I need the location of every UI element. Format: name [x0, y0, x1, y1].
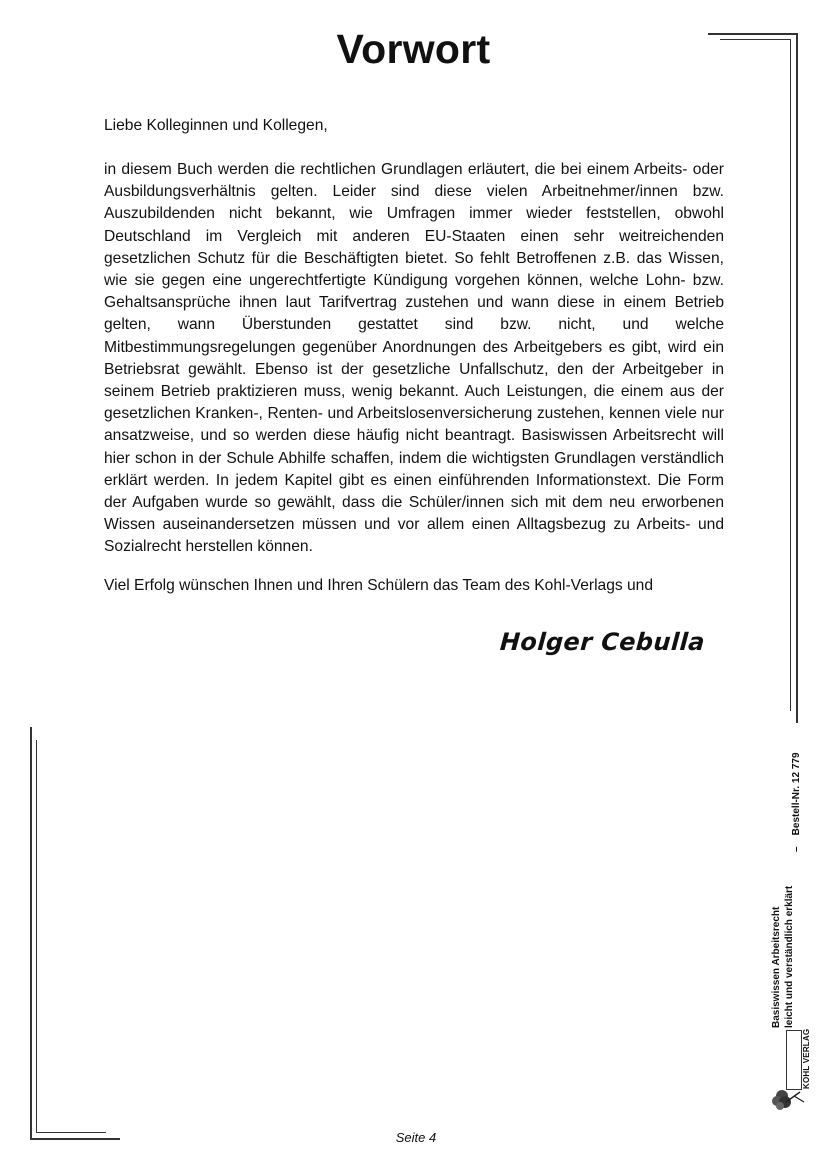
greeting: Liebe Kolleginnen und Kollegen,	[104, 117, 328, 134]
side-book-subtitle: leicht und verständlich erklärt	[784, 885, 795, 1028]
side-book-title: Basiswissen Arbeitsrecht	[771, 906, 782, 1028]
frame-bottom-left-v2	[36, 740, 37, 1133]
side-order-number: Bestell-Nr. 12 779	[791, 752, 802, 836]
tree-logo-icon	[770, 1082, 806, 1112]
frame-top-right-v1	[796, 33, 798, 723]
side-separator: –	[791, 846, 802, 852]
frame-top-right-v2	[790, 39, 791, 711]
body-paragraph: in diesem Buch werden die rechtlichen Grundlagen erläutert, die bei einem Arbeits- oder Ausbildungsverhältnis gelten. Leider sind diese vielen Arbeitnehmer/innen bzw. Auszubildenden nicht bekannt, wie Umfragen immer wieder feststellen, obwohl Deutschland im Vergleich mit anderen EU-Staaten einen sehr weitreichenden gesetzlichen Schutz für die Beschäftigten bietet. So fehlt Betroffenen z.B. das Wissen, wie sie gegen eine ungerechtfertigte Kündigung vorgehen können, welche Lohn- bzw. Gehaltsansprüche ihnen laut Tarifvertrag zustehen und wann diese in einem Betrieb gelten, wann Überstunden gestattet sind bzw. nicht, und welche Mitbestimmungsregelungen gegenüber Anordnungen des Arbeitgebers es gibt, wird ein Betriebsrat gewählt. Ebenso ist der gesetzliche Unfallschutz, den der Arbeitgeber in seinem Betrieb praktizieren muss, wenig bekannt. Auch Leistungen, die einem aus der gesetzlichen Kranken-, Renten- und Arbeitslosenversicherung zustehen, kennen viele nur ansatzweise, und so werden diese häufig nicht beantragt. Basiswissen Arbeitsrecht will hier schon in der Schule Abhilfe schaffen, indem die wichtigsten Grundlagen verständlich erklärt werden. In jedem Kapitel gibt es einen einführenden Informationstext. Die Form der Aufgaben wurde so gewählt, dass die Schüler/innen sich mit dem neu erworbenen Wissen auseinandersetzen müssen und vor allem einen Alltagsbezug zu Arbeits- und Sozialrecht herstellen können.	[104, 161, 724, 556]
page-number: Seite 4	[395, 1130, 437, 1145]
publisher-logo-box	[786, 1030, 802, 1090]
publisher-logo-text: KOHL VERLAG	[802, 1028, 811, 1089]
closing-line: Viel Erfolg wünschen Ihnen und Ihren Schülern das Team des Kohl-Verlags und	[104, 577, 654, 594]
frame-bottom-left-v1	[30, 727, 32, 1139]
signature: Holger Cebulla	[499, 628, 706, 656]
page-title: Vorwort	[336, 26, 491, 72]
side-book-label	[770, 728, 810, 1028]
